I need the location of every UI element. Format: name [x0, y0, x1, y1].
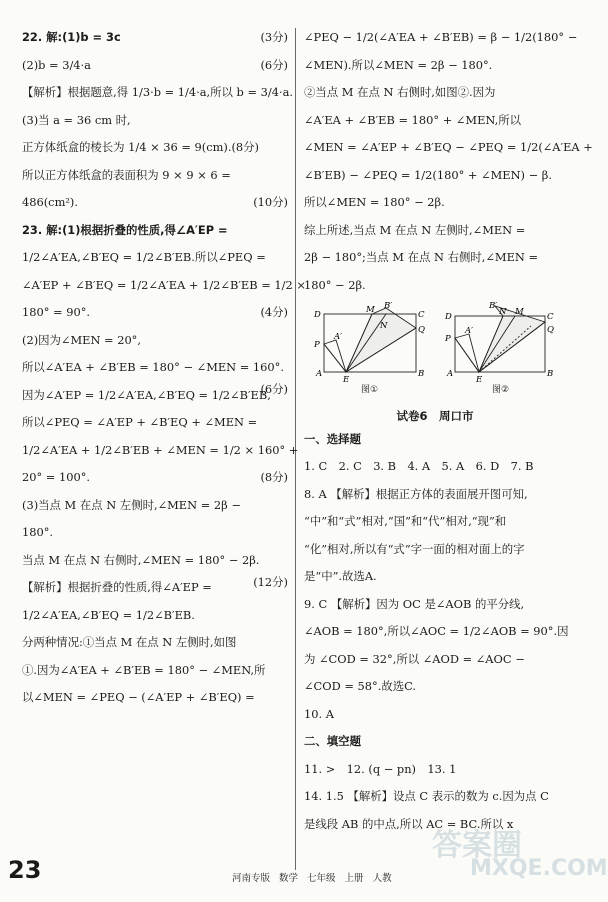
- left-line: [22, 305, 288, 319]
- figure-2-label-b-prime: B′: [488, 300, 497, 311]
- figure-2-flap-a: [455, 334, 479, 372]
- figure-2-caption: 图②: [491, 384, 510, 395]
- line-text: ∠A′EA + ∠B′EB = 180° + ∠MEN,所以: [304, 112, 522, 127]
- line-text: 486(cm²).: [22, 195, 78, 209]
- line-text: 所以∠PEQ = ∠A′EP + ∠B′EQ + ∠MEN =: [22, 415, 258, 429]
- right-top-line: [304, 85, 566, 99]
- line-text: “中”和“式”相对,“国”和“代”相对,“现”和: [304, 514, 507, 528]
- left-line: [22, 470, 288, 484]
- line-text: ②当点 M 在点 N 右侧时,如图②.因为: [304, 85, 496, 99]
- score-mark: (3分): [260, 30, 288, 44]
- line-text: 9. C 【解析】因为 OC 是∠AOB 的平分线,: [304, 596, 525, 611]
- line-text: 1. C 2. C 3. B 4. A 5. A 6. D 7. B: [304, 459, 534, 473]
- right-top-line: [304, 278, 566, 292]
- line-text: 因为∠A′EP = 1/2∠A′EA,∠B′EQ = 1/2∠B′EB,: [22, 387, 271, 402]
- line-text: 22. 解:(1)b = 3c: [22, 30, 121, 44]
- watermark-url: MXQE.COM: [470, 856, 608, 881]
- left-line: [22, 85, 293, 99]
- right-top-line: [304, 113, 566, 127]
- left-line: [22, 608, 288, 622]
- score-mark: (4分): [260, 305, 288, 319]
- figure-1-flap-a: [324, 340, 346, 372]
- left-line: [22, 635, 288, 649]
- right-top-line: [304, 250, 566, 264]
- page-number: 23: [8, 856, 42, 884]
- left-line: [22, 663, 288, 677]
- figure-1-diagram: [314, 302, 426, 384]
- line-text: ∠B′EB) − ∠PEQ = 1/2(180° + ∠MEN) − β.: [304, 167, 552, 182]
- line-text: 8. A 【解析】根据正方体的表面展开图可知,: [304, 486, 528, 501]
- figure-2-diagram: [445, 302, 557, 384]
- line-text: 一、选择题: [304, 431, 361, 446]
- line-text: 为 ∠COD = 32°,所以 ∠AOD = ∠AOC −: [304, 651, 525, 666]
- left-line: [22, 195, 288, 209]
- left-line: [22, 388, 288, 402]
- figure-2: [445, 302, 557, 396]
- line-text: 【解析】根据题意,得 1/3·b = 1/4·a,所以 b = 3/4·a.: [22, 85, 293, 99]
- line-text: 以∠MEN = ∠PEQ − (∠A′EP + ∠B′EQ) =: [22, 690, 255, 704]
- left-line: [22, 360, 288, 374]
- watermark: 答案圈: [432, 828, 522, 863]
- left-line: [22, 30, 288, 44]
- right-top-line: [304, 195, 566, 209]
- line-text: (3)当 a = 36 cm 时,: [22, 112, 131, 127]
- line-text: ∠MEN).所以∠MEN = 2β − 180°.: [304, 57, 493, 72]
- line-text: 2β − 180°;当点 M 在点 N 右侧时,∠MEN =: [304, 250, 539, 264]
- line-text: “化”相对,所以有“式”字一面的相对面上的字: [304, 541, 525, 556]
- left-line: [22, 168, 288, 182]
- line-text: (3)当点 M 在点 N 左侧时,∠MEN = 2β −: [22, 497, 241, 512]
- test-title: 试卷6 周口市: [396, 408, 474, 423]
- line-text: 1/2∠A′EA,∠B′EQ = 1/2∠B′EB.: [22, 607, 195, 622]
- right-top-line: [304, 140, 593, 154]
- footer: 河南专版 数学 七年级 上册 人教: [232, 873, 392, 884]
- figure-2-label-m: M: [514, 306, 524, 317]
- figure-2-label-b: B: [546, 368, 553, 379]
- left-line: [22, 690, 288, 704]
- figure-1-label-d: D: [313, 309, 321, 320]
- line-text: 10. A: [304, 706, 334, 721]
- line-text: 23. 解:(1)根据折叠的性质,得∠A′EP =: [22, 222, 228, 237]
- figure-1-label-c: C: [417, 309, 425, 320]
- figure-2-label-p: P: [444, 333, 451, 344]
- line-text: 180°.: [22, 525, 54, 539]
- line-text: ∠AOB = 180°,所以∠AOC = 1/2∠AOB = 90°.因: [304, 624, 569, 638]
- line-text: 是“中”.故选A.: [304, 569, 377, 583]
- right-bottom-line: [304, 652, 566, 666]
- right-bottom-line: [304, 542, 566, 556]
- right-bottom-line: [304, 459, 566, 473]
- figure-2-label-e: E: [475, 374, 482, 385]
- score-mark: (6分): [260, 57, 288, 72]
- line-text: 11. > 12. (q − pn) 13. 1: [304, 761, 457, 776]
- line-text: 14. 1.5 【解析】设点 C 表示的数为 c.因为点 C: [304, 789, 549, 803]
- right-top-line: [304, 168, 566, 182]
- line-text: 是线段 AB 的中点,所以 AC = BC.所以 x: [304, 816, 514, 831]
- line-text: (2)b = 3/4·a: [22, 57, 91, 72]
- figure-1-label-a: A: [315, 368, 322, 379]
- line-text: ∠MEN = ∠A′EP + ∠B′EQ − ∠PEQ = 1/2(∠A′EA +: [304, 140, 593, 154]
- left-line: [22, 498, 288, 512]
- right-bottom-line: [304, 707, 566, 721]
- line-text: 综上所述,当点 M 在点 N 左侧时,∠MEN =: [304, 222, 526, 237]
- left-line: [22, 58, 288, 72]
- left-line: [22, 525, 288, 539]
- right-top-line: [304, 58, 566, 72]
- right-top-line: [304, 223, 566, 237]
- line-text: 所以正方体纸盒的表面积为 9 × 9 × 6 =: [22, 167, 231, 182]
- figure-1-flap-b: [346, 308, 416, 372]
- line-text: 分两种情况:①当点 M 在点 N 左侧时,如图: [22, 635, 237, 649]
- line-text: 当点 M 在点 N 右侧时,∠MEN = 180° − 2β.: [22, 552, 260, 567]
- line-text: 180° = 90°.: [22, 305, 91, 319]
- right-column: [304, 30, 593, 831]
- right-bottom-line: [304, 597, 566, 611]
- line-text: (2)因为∠MEN = 20°,: [22, 332, 142, 347]
- figure-2-label-c: C: [546, 311, 554, 322]
- right-bottom-text: [304, 431, 569, 831]
- line-text: ∠PEQ − 1/2(∠A′EA + ∠B′EB) = β − 1/2(180° −: [304, 30, 578, 44]
- line-text: 180° − 2β.: [304, 277, 366, 292]
- left-line: [22, 250, 288, 264]
- right-bottom-line: [304, 762, 566, 776]
- right-bottom-line: [304, 514, 566, 528]
- line-text: 【解析】根据折叠的性质,得∠A′EP =: [22, 580, 212, 594]
- line-text: 20° = 100°.: [22, 470, 91, 484]
- figure-1: [314, 302, 426, 396]
- score-mark: (12分): [253, 574, 288, 589]
- right-bottom-line: [304, 432, 566, 446]
- right-top-text: [304, 30, 593, 292]
- right-bottom-line: [304, 624, 569, 638]
- figure-2-label-a: A: [446, 368, 453, 379]
- figure-1-label-m: M: [365, 304, 375, 315]
- line-text: ∠A′EP + ∠B′EQ = 1/2∠A′EA + 1/2∠B′EB = 1/2 ×: [22, 277, 306, 292]
- figure-2-label-d: D: [444, 311, 452, 322]
- right-bottom-line: [304, 487, 566, 501]
- left-line: [22, 415, 288, 429]
- right-bottom-line: [304, 679, 566, 693]
- right-bottom-line: [304, 734, 566, 748]
- figure-1-label-n: N: [379, 320, 387, 331]
- left-line: [22, 580, 288, 594]
- line-text: 1/2∠A′EA + 1/2∠B′EB + ∠MEN = 1/2 × 160° +: [22, 442, 299, 457]
- figure-1-caption: 图①: [360, 384, 379, 395]
- figure-1-label-q: Q: [417, 324, 425, 335]
- line-text: ①.因为∠A′EA + ∠B′EB = 180° − ∠MEN,所: [22, 662, 266, 677]
- figure-2-label-q: Q: [546, 324, 554, 335]
- left-line: [22, 553, 288, 567]
- score-mark: (8分): [260, 470, 288, 484]
- left-line: [22, 442, 299, 457]
- figure-1-label-p: P: [313, 339, 320, 350]
- right-top-line: [304, 30, 578, 44]
- line-text: 所以∠A′EA + ∠B′EB = 180° − ∠MEN = 160°.: [22, 360, 284, 374]
- line-text: 正方体纸盒的棱长为 1/4 × 36 = 9(cm).(8分): [22, 140, 259, 154]
- figure-1-label-e: E: [342, 374, 349, 385]
- line-text: 所以∠MEN = 180° − 2β.: [304, 195, 445, 209]
- figure-2-label-a-prime: A′: [464, 325, 473, 336]
- line-text: 1/2∠A′EA,∠B′EQ = 1/2∠B′EB.所以∠PEQ =: [22, 250, 266, 264]
- line-text: ∠COD = 58°.故选C.: [304, 679, 417, 693]
- figure-2-label-n: N: [498, 306, 506, 317]
- right-bottom-line: [304, 789, 566, 803]
- figure-1-label-a-prime: A′: [333, 331, 342, 342]
- left-line: [22, 333, 288, 347]
- figure-1-label-b-prime: B′: [383, 300, 392, 311]
- figures: [304, 302, 566, 396]
- score-mark: (10分): [253, 195, 288, 209]
- left-line: [22, 223, 288, 237]
- figure-1-label-b: B: [417, 368, 424, 379]
- line-text: 二、填空题: [304, 734, 361, 748]
- left-column: [22, 30, 306, 704]
- score-mark: (6分): [260, 382, 288, 396]
- left-line: [22, 113, 288, 127]
- left-line: [22, 140, 288, 154]
- right-bottom-line: [304, 569, 566, 583]
- left-line: [22, 277, 306, 292]
